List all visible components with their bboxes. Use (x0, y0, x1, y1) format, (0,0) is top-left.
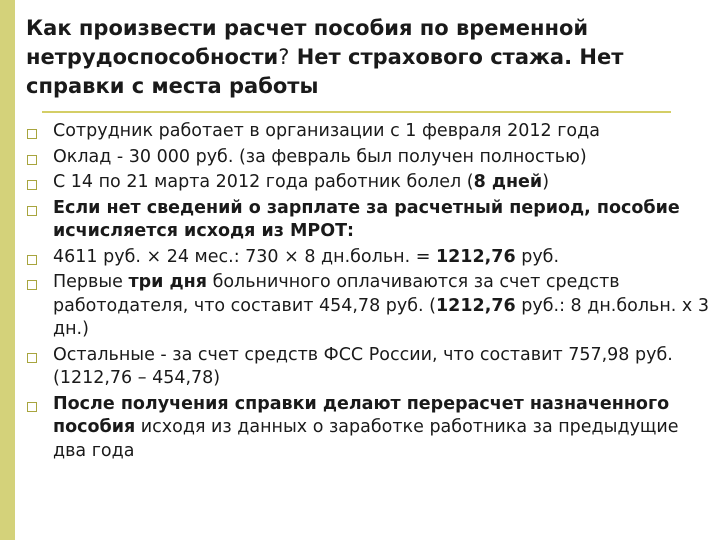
bullet-square-icon (27, 280, 37, 290)
bullet-text: Оклад - 30 000 руб. (за февраль был получен полностью) (53, 146, 587, 167)
bullet-text: Остальные - за счет средств ФСС России, что составит 757,98 руб. (1212,76 – 454,78) (53, 344, 673, 388)
bullet-text-bold: Если нет сведений о зарплате за расчетный период, пособие исчисляется исходя из МРОТ: (53, 197, 680, 241)
bullet-text: ) (542, 172, 550, 192)
bullet-text-bold: 1212,76 (435, 246, 516, 267)
bullet-item-3 (26, 171, 716, 195)
bullet-item-5 (26, 246, 716, 270)
bullet-square-icon (27, 155, 37, 165)
bullet-text-bold: 8 дней (473, 172, 543, 192)
title-part-2: Нет страхового стажа. Нет справки с места работы (26, 45, 624, 98)
bullet-text: больничного оплачиваются за счет средств работодателя, что составит 454,78 руб. ( (53, 272, 620, 316)
bullet-text-bold: После получения справки делают перерасчет назначенного пособия (53, 393, 670, 437)
bullet-item-2 (26, 146, 716, 170)
bullet-item-4 (26, 197, 716, 244)
bullet-text-bold: 1212,76 (435, 295, 516, 316)
bullet-square-icon (27, 129, 37, 139)
title-question-mark: ? (278, 45, 290, 69)
title-divider (42, 111, 671, 113)
slide-title (26, 14, 711, 101)
bullet-square-icon (27, 255, 37, 265)
bullet-square-icon (27, 206, 37, 216)
bullet-square-icon (27, 353, 37, 363)
bullet-text: С 14 по 21 марта 2012 года работник болел ( (53, 172, 474, 192)
bullet-item-8 (26, 393, 716, 464)
bullet-text: Сотрудник работает в организации с 1 февраля 2012 года (53, 121, 600, 141)
bullet-square-icon (27, 180, 37, 190)
bullet-text-bold: три дня (128, 272, 207, 292)
left-accent-bar (0, 0, 15, 540)
bullet-item-1 (26, 120, 716, 144)
bullet-text: руб. (515, 246, 560, 267)
bullet-item-7 (26, 344, 716, 391)
bullet-text: руб.: 8 дн.больн. х 3 дн.) (53, 295, 709, 339)
bullet-list (26, 120, 716, 465)
bullet-text: Первые (53, 272, 129, 292)
title-part-1: Как произвести расчет пособия по временной нетрудоспособности (26, 16, 589, 69)
bullet-text: исходя из данных о заработке работника за предыдущие два года (53, 417, 679, 461)
bullet-item-6 (26, 271, 716, 342)
bullet-square-icon (27, 402, 37, 412)
bullet-text: 4611 руб. × 24 мес.: 730 × 8 дн.больн. = (53, 246, 436, 267)
